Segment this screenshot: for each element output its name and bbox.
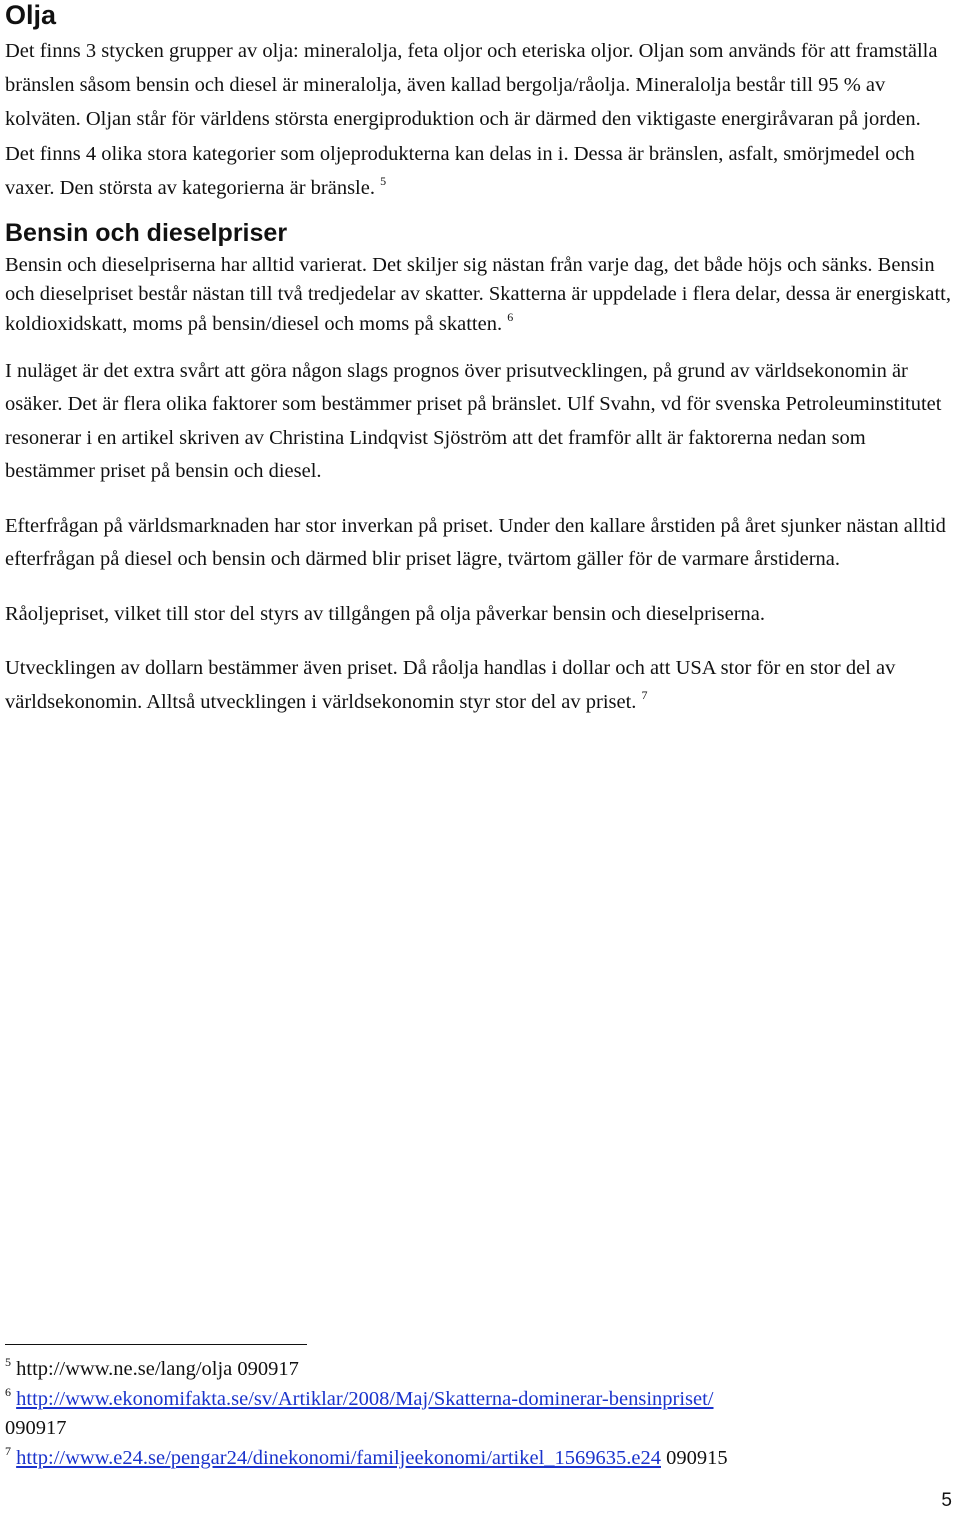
footnote-link[interactable]: http://www.ekonomifakta.se/sv/Artiklar/2008/Maj/Skatterna-dominerar-bensinpriset/: [16, 1387, 714, 1410]
footnote-url: http://www.ne.se/lang/olja: [16, 1358, 233, 1380]
footnote-6: [5, 1385, 955, 1444]
footnote-ref-5: 5: [380, 173, 387, 188]
olja-paragraph: [5, 34, 955, 205]
footnote-date: 090917: [5, 1417, 67, 1439]
footnote-5: [5, 1355, 955, 1385]
footnote-ref-6: 6: [507, 309, 514, 324]
dollar-paragraph-text: Utvecklingen av dollarn bestämmer även priset. Då råolja handlas i dollar och att USA stor för en stor del av världsekonomin. Alltså utvecklingen i världsekonomin styr stor del av priset.: [5, 657, 896, 713]
olja-paragraph-text: Det finns 3 stycken grupper av olja: mineralolja, feta oljor och eteriska oljor. Oljan som används för att framställa bränslen såsom bensin och diesel är mineralolja, även kallad bergolja/råolja. Mineralolja består till 95 % av kolväten. Oljan står för världens största energiproduktion och är därmed den viktigaste energiråvaran på jorden. Det finns 4 olika stora kategorier som oljeprodukterna kan delas in i. Dessa är bränslen, asfalt, smörjmedel och vaxer. Den största av kategorierna är bränsle.: [5, 40, 938, 199]
footnote-7: [5, 1444, 955, 1474]
footnotes: [5, 1355, 955, 1473]
footnote-date: 090917: [237, 1358, 299, 1380]
bensin-paragraph-text: Bensin och dieselpriserna har alltid varierat. Det skiljer sig nästan från varje dag, det både höjs och sänks. Bensin och dieselpriset består nästan till två tredjedelar av skatter. Skatterna är uppdelade i flera delar, dessa är energiskatt, koldioxidskatt, moms på bensin/diesel och moms på skatten.: [5, 254, 951, 335]
footnote-number: 5: [5, 1355, 11, 1369]
footnote-number: 7: [5, 1443, 11, 1458]
dollar-paragraph: [5, 652, 955, 719]
raolje-paragraph: Råoljepriset, vilket till stor del styrs av tillgången på olja påverkar bensin och dieselpriserna.: [5, 602, 766, 625]
prognos-paragraph: I nuläget är det extra svårt att göra någon slags prognos över prisutvecklingen, på grund av världsekonomin är osäker. Det är flera olika faktorer som bestämmer priset på bränslet. Ulf Svahn, vd för svenska Petroleuminstitutet resonerar i en artikel skriven av Christina Lindqvist Sjöström att det framför allt är faktorerna nedan som bestämmer priset på bensin och diesel.: [5, 359, 942, 483]
heading-olja: Olja: [5, 0, 57, 30]
footnote-number: 6: [5, 1384, 11, 1399]
footnote-separator: [5, 1344, 307, 1345]
footnote-link[interactable]: http://www.e24.se/pengar24/dinekonomi/familjeekonomi/artikel_1569635.e24: [16, 1446, 661, 1469]
footnote-date: 090915: [666, 1446, 728, 1469]
heading-bensin-och-dieselpriser: Bensin och dieselpriser: [5, 219, 288, 248]
efterfragan-paragraph: Efterfrågan på världsmarknaden har stor inverkan på priset. Under den kallare årstiden på året sjunker nästan alltid efterfrågan på diesel och bensin och därmed blir priset lägre, tvärtom gäller för de varmare årstiderna.: [5, 514, 946, 571]
bensin-paragraph: [5, 251, 955, 339]
footnote-ref-7: 7: [641, 687, 648, 702]
document-page: [5, 0, 955, 719]
page-number: 5: [941, 1490, 952, 1511]
